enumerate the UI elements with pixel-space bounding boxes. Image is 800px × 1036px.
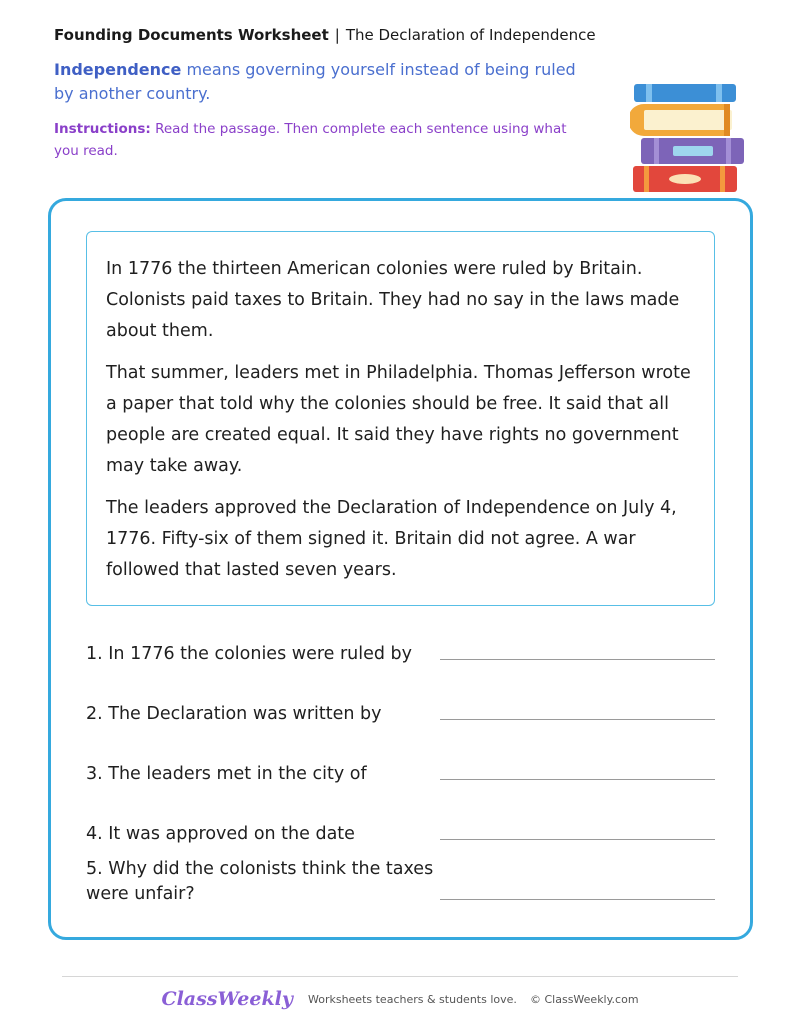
classweekly-logo: ClassWeekly xyxy=(161,988,293,1010)
answer-line-1[interactable] xyxy=(440,659,715,660)
instructions-label: Instructions: xyxy=(54,121,151,137)
question-5-line-2: were unfair? xyxy=(86,884,195,904)
definition xyxy=(54,58,594,106)
instructions-text: Read the passage. Then complete each sentence using what you read. xyxy=(54,121,567,159)
answer-line-5[interactable] xyxy=(440,899,715,900)
worksheet-header xyxy=(54,26,596,44)
footer xyxy=(0,988,800,1010)
question-5-line-1: 5. Why did the colonists think the taxes xyxy=(86,859,434,879)
footer-copyright: © ClassWeekly.com xyxy=(529,992,639,1006)
passage-paragraph-1: In 1776 the thirteen American colonies were ruled by Britain. Colonists paid taxes to Britain. They had no say in the laws made about them. xyxy=(106,259,680,341)
answer-line-3[interactable] xyxy=(440,779,715,780)
answer-line-2[interactable] xyxy=(440,719,715,720)
worksheet-subtitle: The Declaration of Independence xyxy=(345,26,596,44)
header-separator: | xyxy=(334,26,340,44)
definition-text: means governing yourself instead of being ruled by another country. xyxy=(54,60,576,103)
worksheet-title: Founding Documents Worksheet xyxy=(54,26,329,44)
definition-term: Independence xyxy=(54,60,182,79)
passage-paragraph-3: The leaders approved the Declaration of Independence on July 4, 1776. Fifty-six of them signed it. Britain did not agree. A war followed that lasted seven years. xyxy=(106,498,677,580)
footer-divider xyxy=(62,976,738,977)
reading-passage xyxy=(86,231,715,606)
footer-tagline: Worksheets teachers & students love. xyxy=(307,992,517,1006)
books-icon xyxy=(630,80,750,196)
question-2: 2. The Declaration was written by xyxy=(86,704,382,724)
question-4: 4. It was approved on the date xyxy=(86,824,355,844)
instructions xyxy=(54,118,594,162)
answer-line-4[interactable] xyxy=(440,839,715,840)
question-1: 1. In 1776 the colonies were ruled by xyxy=(86,644,413,664)
question-3: 3. The leaders met in the city of xyxy=(86,764,367,784)
passage-paragraph-2: That summer, leaders met in Philadelphia. Thomas Jefferson wrote a paper that told why the colonies should be free. It said that all people are created equal. It said they have rights no government may take away. xyxy=(106,363,691,476)
